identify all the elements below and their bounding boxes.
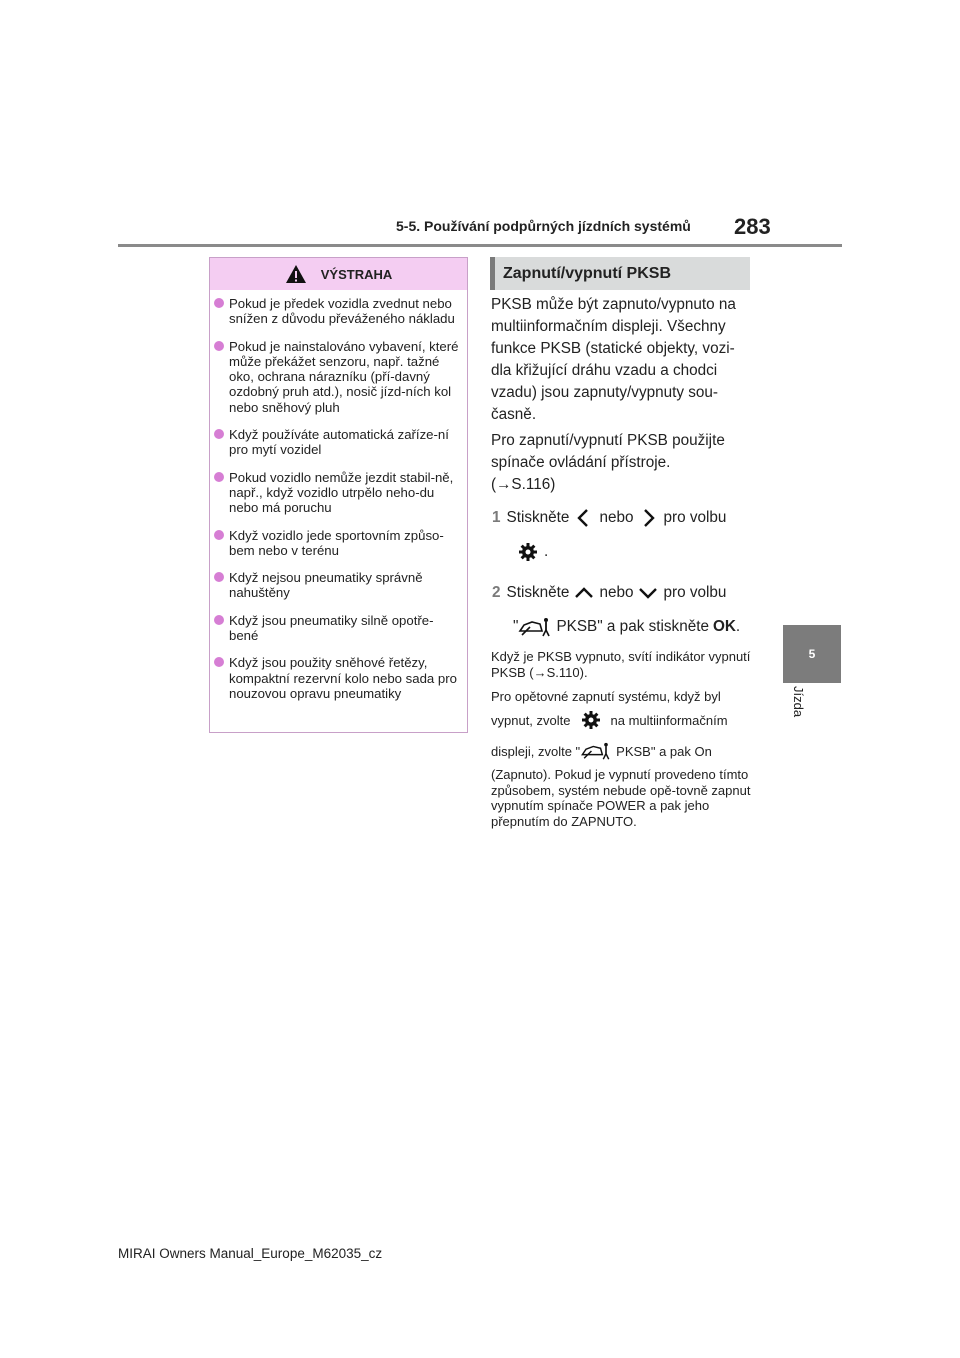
step-1-line: 1 Stiskněte nebo pro volbu [492, 507, 726, 529]
warning-item: Když jsou pneumatiky silně opotře-bené [214, 613, 461, 644]
bullet-icon [214, 341, 224, 351]
step-number: 1 [492, 509, 501, 526]
bullet-icon [214, 615, 224, 625]
note-pksb-off: Když je PKSB vypnuto, svítí indikátor vypnutí PKSB (→S.110). [491, 649, 751, 680]
bullet-icon [214, 298, 224, 308]
warning-box [209, 257, 468, 733]
ok-button-label: OK [712, 618, 736, 635]
chapter-label: Jízda [791, 686, 806, 718]
warning-item: Když vozidlo jede sportovním způso-bem nebo v terénu [214, 528, 461, 559]
warning-item: Když nejsou pneumatiky správně nahuštěny [214, 570, 461, 601]
intro-paragraph: PKSB může být zapnuto/vypnuto na multiinformačním displeji. Všechny funkce PKSB (statické objekty, vozi-dla křižující dráhu vzadu a chodci vzadu) jsou zapnuty/vypnuty sou-časně. [491, 296, 736, 423]
bullet-icon [214, 472, 224, 482]
header-rule [118, 244, 842, 247]
chevron-left-icon [569, 507, 599, 529]
gear-icon [518, 542, 538, 562]
chevron-up-icon [569, 582, 599, 604]
instruction-paragraph: Pro zapnutí/vypnutí PKSB použijte spínače ovládání přístroje. [491, 432, 725, 471]
note-reenable-line1: Pro opětovné zapnutí systému, když byl [491, 689, 721, 704]
section-heading: Zapnutí/vypnutí PKSB [490, 257, 750, 290]
warning-item: Pokud je nainstalováno vybavení, které může překážet senzoru, např. tažné oko, ochrana nárazníku (pří-davný ozdobný pruh atd.), nosič jízd-ních kol nebo sněhový pluh [214, 339, 461, 415]
warning-header [210, 258, 467, 290]
pksb-icon [518, 616, 552, 638]
page-number: 283 [734, 214, 771, 239]
note-reenable-line4: (Zapnuto). Pokud je vypnutí provedeno tímto způsobem, systém nebude opě-tovně zapnut vypnutím spínače POWER a pak jeho přepnutím do ZAPNUTO. [491, 767, 751, 829]
step-1-continuation: . [518, 542, 548, 562]
bullet-icon [214, 429, 224, 439]
chapter-number: 5 [808, 647, 816, 661]
chevron-down-icon [633, 582, 663, 604]
bullet-icon [214, 657, 224, 667]
step-number: 2 [492, 584, 501, 601]
gear-icon [581, 710, 601, 730]
warning-item: Když jsou použity sněhové řetězy, kompaktní rezervní kolo nebo sada pro nouzovou opravu pneumatiky [214, 655, 461, 701]
warning-list [210, 290, 467, 701]
bullet-icon [214, 530, 224, 540]
pksb-icon [580, 741, 612, 761]
step-2-line: 2 Stiskněte nebo pro volbu [492, 582, 726, 604]
note-reenable-line2: vypnut, zvolte na multiinformačním [491, 710, 728, 730]
step-2-continuation: " PKSB" a pak stiskněte OK . [513, 616, 740, 638]
section-title: 5-5. Používání podpůrných jízdních systémů [396, 218, 691, 234]
warning-title: VÝSTRAHA [320, 266, 393, 282]
footer-text: MIRAI Owners Manual_Europe_M62035_cz [118, 1246, 383, 1261]
warning-item: Pokud vozidlo nemůže jezdit stabil-ně, např., když vozidlo utrpělo neho-du nebo má poruchu [214, 470, 461, 516]
warning-item: Když používáte automatická zaříze-ní pro mytí vozidel [214, 427, 461, 458]
warning-triangle-icon [285, 264, 307, 284]
page-reference: (→S.116) [491, 476, 556, 493]
chevron-right-icon [633, 507, 663, 529]
chapter-tab[interactable] [783, 625, 841, 683]
bullet-icon [214, 572, 224, 582]
warning-item: Pokud je předek vozidla zvednut nebo snížen z důvodu převáženého nákladu [214, 296, 461, 327]
note-reenable-line3: displeji, zvolte " PKSB" a pak On [491, 741, 712, 761]
